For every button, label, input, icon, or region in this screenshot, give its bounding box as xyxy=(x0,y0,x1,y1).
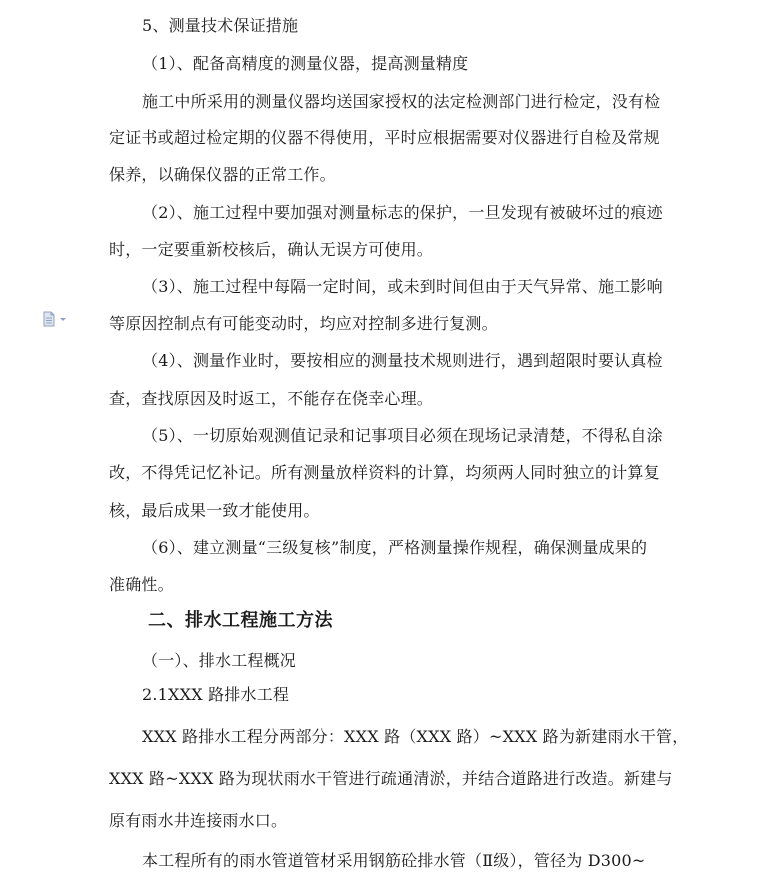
paragraph-line: 核，最后成果一致才能使用。 xyxy=(109,501,320,520)
paragraph-line: （3）、施工过程中每隔一定时间，或未到时间但由于天气异常、施工影响 xyxy=(142,277,663,296)
paragraph-line: 改，不得凭记忆补记。所有测量放样资料的计算，均须两人同时独立的计算复 xyxy=(109,463,660,482)
paragraph-line: 定证书或超过检定期的仪器不得使用，平时应根据需要对仪器进行自检及常规 xyxy=(109,128,660,147)
paragraph-line: （6）、建立测量“三级复核”制度，严格测量操作规程，确保测量成果的 xyxy=(142,538,648,557)
paragraph-line: 保养，以确保仪器的正常工作。 xyxy=(109,165,336,184)
paragraph-line: 施工中所采用的测量仪器均送国家授权的法定检测部门进行检定，没有检 xyxy=(142,92,661,111)
chevron-down-icon xyxy=(60,318,66,321)
paragraph-line: 等原因控制点有可能变动时，均应对控制多进行复测。 xyxy=(109,314,498,333)
paragraph-line: 准确性。 xyxy=(109,575,174,594)
subheading: 2.1XXX 路排水工程 xyxy=(142,685,290,704)
subheading: （一）、排水工程概况 xyxy=(142,651,297,670)
subheading: （1）、配备高精度的测量仪器，提高测量精度 xyxy=(142,54,469,73)
paragraph-line: 查，查找原因及时返工，不能存在侥幸心理。 xyxy=(109,389,434,408)
chapter-heading: 二、排水工程施工方法 xyxy=(148,610,333,631)
paragraph-line: （2）、施工过程中要加强对测量标志的保护，一旦发现有被破坏过的痕迹 xyxy=(142,203,663,222)
paragraph-line: 本工程所有的雨水管道管材采用钢筋砼排水管（Ⅱ级），管径为 D300~ xyxy=(142,851,646,870)
section-heading: 5、测量技术保证措施 xyxy=(142,16,299,35)
paragraph-line: 原有雨水井连接雨水口。 xyxy=(109,811,288,830)
document-icon[interactable] xyxy=(43,311,67,327)
paragraph-line: （5）、一切原始观测值记录和记事项目必须在现场记录清楚，不得私自涂 xyxy=(142,426,663,445)
paragraph-line: XXX 路排水工程分两部分：XXX 路（XXX 路）~XXX 路为新建雨水干管， xyxy=(142,727,689,746)
paragraph-line: 时，一定要重新校核后，确认无误方可使用。 xyxy=(109,240,434,259)
paragraph-line: XXX 路~XXX 路为现状雨水干管进行疏通清淤，并结合道路进行改造。新建与 xyxy=(109,769,673,788)
paragraph-line: （4）、测量作业时，要按相应的测量技术规则进行，遇到超限时要认真检 xyxy=(142,351,663,370)
